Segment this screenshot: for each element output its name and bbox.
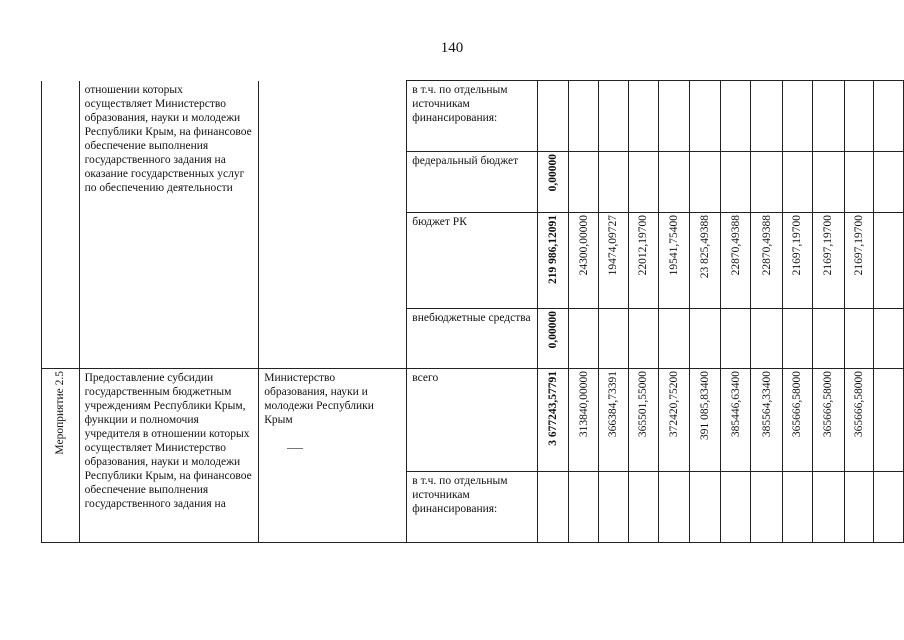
value-cell [782,81,812,152]
value-cell [569,309,599,369]
year-value: 24300,00000 [577,215,590,276]
value-cell [721,152,751,213]
value-cell [569,152,599,213]
year-value: 22012,19700 [637,215,650,276]
year-value: 391 085,83400 [699,371,712,440]
value-cell [844,213,874,309]
total-value: 219 986,12091 [547,215,560,284]
value-cell [658,309,690,369]
total-cell [538,309,569,369]
year-value: 19474,09727 [607,215,620,276]
year-value: 385564,33400 [760,371,773,438]
value-cell [812,369,844,472]
total-cell [538,472,569,543]
value-cell [721,309,751,369]
total-value: 3 677243,57791 [547,371,560,446]
value-cell [690,213,721,309]
value-cell [844,309,874,369]
value-cell [782,472,812,543]
value-cell [569,213,599,309]
value-cell [874,152,904,213]
budget-table [41,80,904,543]
year-value: 21697,19700 [791,215,804,276]
value-cell [721,81,751,152]
value-cell [844,369,874,472]
source-label: в т.ч. по отдельным источникам финансирования: [412,84,508,124]
year-value: 365501,55000 [637,371,650,438]
value-cell [874,309,904,369]
value-cell [658,81,690,152]
value-cell [598,309,628,369]
value-cell [751,369,783,472]
value-cell [812,81,844,152]
executor-name: Министерство образования, науки и молодежи Республики Крым [264,372,374,426]
value-cell [751,472,783,543]
total-cell [538,213,569,309]
year-value: 365666,58000 [852,371,865,438]
value-cell [690,309,721,369]
measure-label: Мероприятие 2.5 [54,371,67,455]
value-cell [628,309,658,369]
value-cell [812,472,844,543]
source-label: федеральный бюджет [412,155,519,167]
value-cell [874,81,904,152]
value-cell [874,369,904,472]
year-value: 23 825,49388 [699,215,712,279]
executor-cell [259,369,407,543]
value-cell [721,472,751,543]
year-value: 365666,58000 [791,371,804,438]
total-cell [538,369,569,472]
pen-stroke-mark [287,448,303,449]
value-cell [658,472,690,543]
year-value: 365666,58000 [822,371,835,438]
table-row [42,369,904,472]
value-cell [844,152,874,213]
executor-cell-empty [259,81,407,369]
value-cell [782,309,812,369]
value-cell [569,81,599,152]
year-value: 22870,49388 [760,215,773,276]
measure-description: Предоставление субсидии государственным бюджетным учреждениям Республики Крым, функции и полномочия учредителя в отношении которых осуществляет Министерство образования, науки и молодежи Республики Крым, на финансовое обеспечение выполнения государственного задания на [84,372,252,510]
source-cell [407,369,538,472]
value-cell [598,152,628,213]
total-cell [538,81,569,152]
value-cell [628,472,658,543]
value-cell [690,472,721,543]
source-cell [407,152,538,213]
value-cell [658,369,690,472]
value-cell [690,152,721,213]
source-cell [407,81,538,152]
value-cell [751,81,783,152]
year-value: 19541,75400 [668,215,681,276]
value-cell [598,472,628,543]
measure-label-cell-empty [42,81,80,369]
total-value: 0,00000 [547,311,560,349]
value-cell [721,213,751,309]
year-value: 21697,19700 [852,215,865,276]
value-cell [598,213,628,309]
value-cell [874,472,904,543]
value-cell [812,213,844,309]
value-cell [751,213,783,309]
value-cell [598,369,628,472]
value-cell [569,369,599,472]
source-label: внебюджетные средства [412,312,531,324]
year-value: 385446,63400 [729,371,742,438]
value-cell [812,309,844,369]
year-value: 22870,49388 [729,215,742,276]
value-cell [690,369,721,472]
value-cell [628,213,658,309]
value-cell [598,81,628,152]
source-cell [407,213,538,309]
value-cell [690,81,721,152]
value-cell [569,472,599,543]
value-cell [874,213,904,309]
table-row [42,81,904,152]
total-cell [538,152,569,213]
year-value: 313840,00000 [577,371,590,438]
description-cell [79,81,259,369]
value-cell [751,152,783,213]
value-cell [782,152,812,213]
value-cell [628,369,658,472]
value-cell [628,81,658,152]
value-cell [658,213,690,309]
value-cell [721,369,751,472]
page-number: 140 [440,40,464,56]
value-cell [628,152,658,213]
value-cell [782,213,812,309]
source-label: в т.ч. по отдельным источникам финансирования: [412,475,508,515]
source-label: бюджет РК [412,216,467,228]
value-cell [812,152,844,213]
value-cell [782,369,812,472]
year-value: 366384,73391 [607,371,620,438]
year-value: 21697,19700 [822,215,835,276]
value-cell [658,152,690,213]
source-cell [407,472,538,543]
year-value: 372420,75200 [668,371,681,438]
measure-label-cell [42,369,80,543]
value-cell [844,472,874,543]
total-value: 0,00000 [547,154,560,192]
source-label: всего [412,372,439,384]
measure-description-continued: отношении которых осуществляет Министерство образования, науки и молодежи Республики Крым, на финансовое обеспечение выполнения государственного задания на оказание государственных услуг по обеспечению деятельности [84,83,252,194]
value-cell [844,81,874,152]
value-cell [751,309,783,369]
source-cell [407,309,538,369]
description-cell [79,369,259,543]
